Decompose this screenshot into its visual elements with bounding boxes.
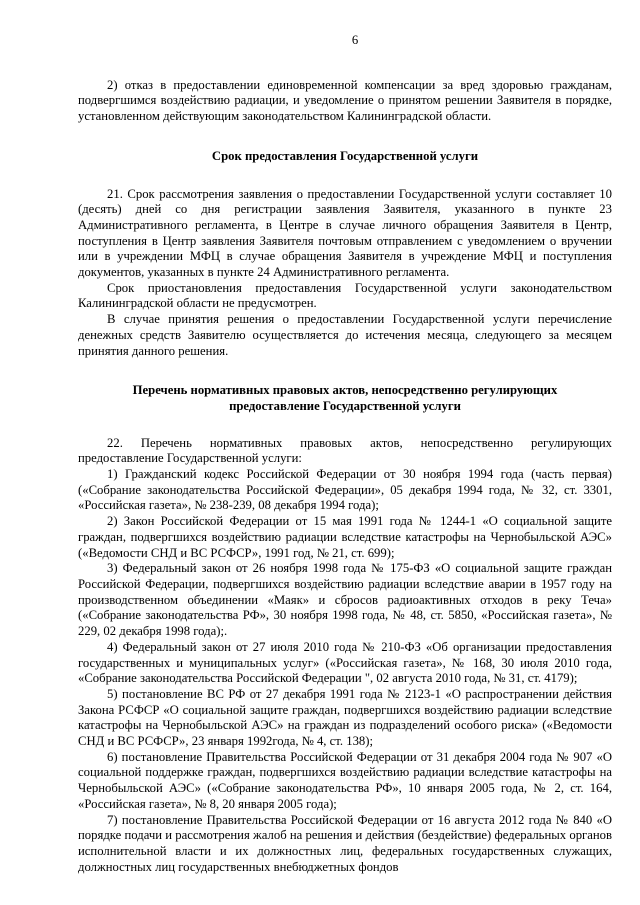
paragraph: 21. Срок рассмотрения заявления о предоставлении Государственной услуги составляет 10 (десять) дней со дня регистрации заявления Заявителя, указанного в пункте 23 Административного регламента, в Центре в случае личного обращения Заявителя в Центр, поступления в Центр заявления Заявителя почтовым отправлением с уведомлением о вручении или в учреждении МФЦ в случае обращения Заявителя в учреждение МФЦ и поступления документов, указанных в пункте 24 Административного регламента. — [78, 186, 612, 280]
page-number: 6 — [351, 33, 359, 47]
list-item: 1) Гражданский кодекс Российской Федерации от 30 ноября 1994 года (часть первая) («Собрание законодательства Российской Федерации», 05 декабря 1994 года, № 32, ст. 3301, «Российская газета», № 238-239, 08 декабря 1994 года); — [78, 467, 612, 513]
list-item: 2) Закон Российской Федерации от 15 мая 1991 года № 1244-1 «О социальной защите граждан, подвергшихся воздействию радиации вследствие катастрофы на Чернобыльской АЭС» («Ведомости СНД и ВС РСФСР», 1991 год, № 21, ст. 699); — [78, 514, 612, 560]
section-heading-line: Перечень нормативных правовых актов, непосредственно регулирующих — [132, 383, 558, 398]
list-item: 4) Федеральный закон от 27 июля 2010 года № 210-ФЗ «Об организации предоставления государственных и муниципальных услуг» («Российская газета», № 168, 30 июля 2010 года, «Собрание законодательства Российской Федерации ", 02 августа 2010 года, № 31, ст. 4179); — [78, 639, 612, 686]
list-item: 3) Федеральный закон от 26 ноября 1998 года № 175-ФЗ «О социальной защите граждан Российской Федерации, подвергшихся воздействию радиации вследствие аварии в 1957 году на производственном объединении «Маяк» и сбросов радиоактивных отходов в реку Теча» («Собрание законодательства РФ», 30 ноября 1998 года, № 48, ст. 5850, «Российская газета», № 229, 02 декабря 1998 года);. — [78, 561, 612, 639]
section-heading — [78, 383, 612, 414]
paragraph: 2) отказ в предоставлении единовременной компенсации за вред здоровью гражданам, подвергшимся воздействию радиации, и уведомление о принятом решении Заявителя в порядке, установленном действующим законодательством Калининградской области. — [78, 77, 612, 124]
section-heading: Срок предоставления Государственной услуги — [211, 148, 479, 163]
list-item: 7) постановление Правительства Российской Федерации от 16 августа 2012 года № 840 «О порядке подачи и рассмотрения жалоб на решения и действия (бездействие) федеральных органов исполнительной власти и их должностных лиц, федеральных государственных служащих, должностных лиц государственных внебюджетных фондов — [78, 812, 612, 874]
paragraph: 22. Перечень нормативных правовых актов, непосредственно регулирующих предоставление Государственной услуги: — [78, 435, 612, 466]
list-item: 5) постановление ВС РФ от 27 декабря 1991 года № 2123-1 «О распространении действия Закона РСФСР «О социальной защите граждан, подвергшихся воздействию радиации вследствие катастрофы на Чернобыльской АЭС» на граждан из подразделений особого риска» («Ведомости СНД и ВС РСФСР», 23 января 1992года, № 4, ст. 138); — [78, 686, 612, 749]
paragraph: Срок приостановления предоставления Государственной услуги законодательством Калининградской области не предусмотрен. — [78, 280, 612, 311]
section-heading-line: предоставление Государственной услуги — [229, 398, 461, 413]
list-item: 6) постановление Правительства Российской Федерации от 31 декабря 2004 года № 907 «О социальной поддержке граждан, подвергшихся воздействию радиации вследствие катастрофы на Чернобыльской АЭС» («Собрание законодательства РФ», 10 января 2005 года, № 2, ст. 164, «Российская газета», № 8, 20 января 2005 года); — [78, 749, 612, 811]
paragraph: В случае принятия решения о предоставлении Государственной услуги перечисление денежных средств Заявителю осуществляется до истечения месяца, следующего за месяцем принятия данного решения. — [78, 312, 612, 358]
